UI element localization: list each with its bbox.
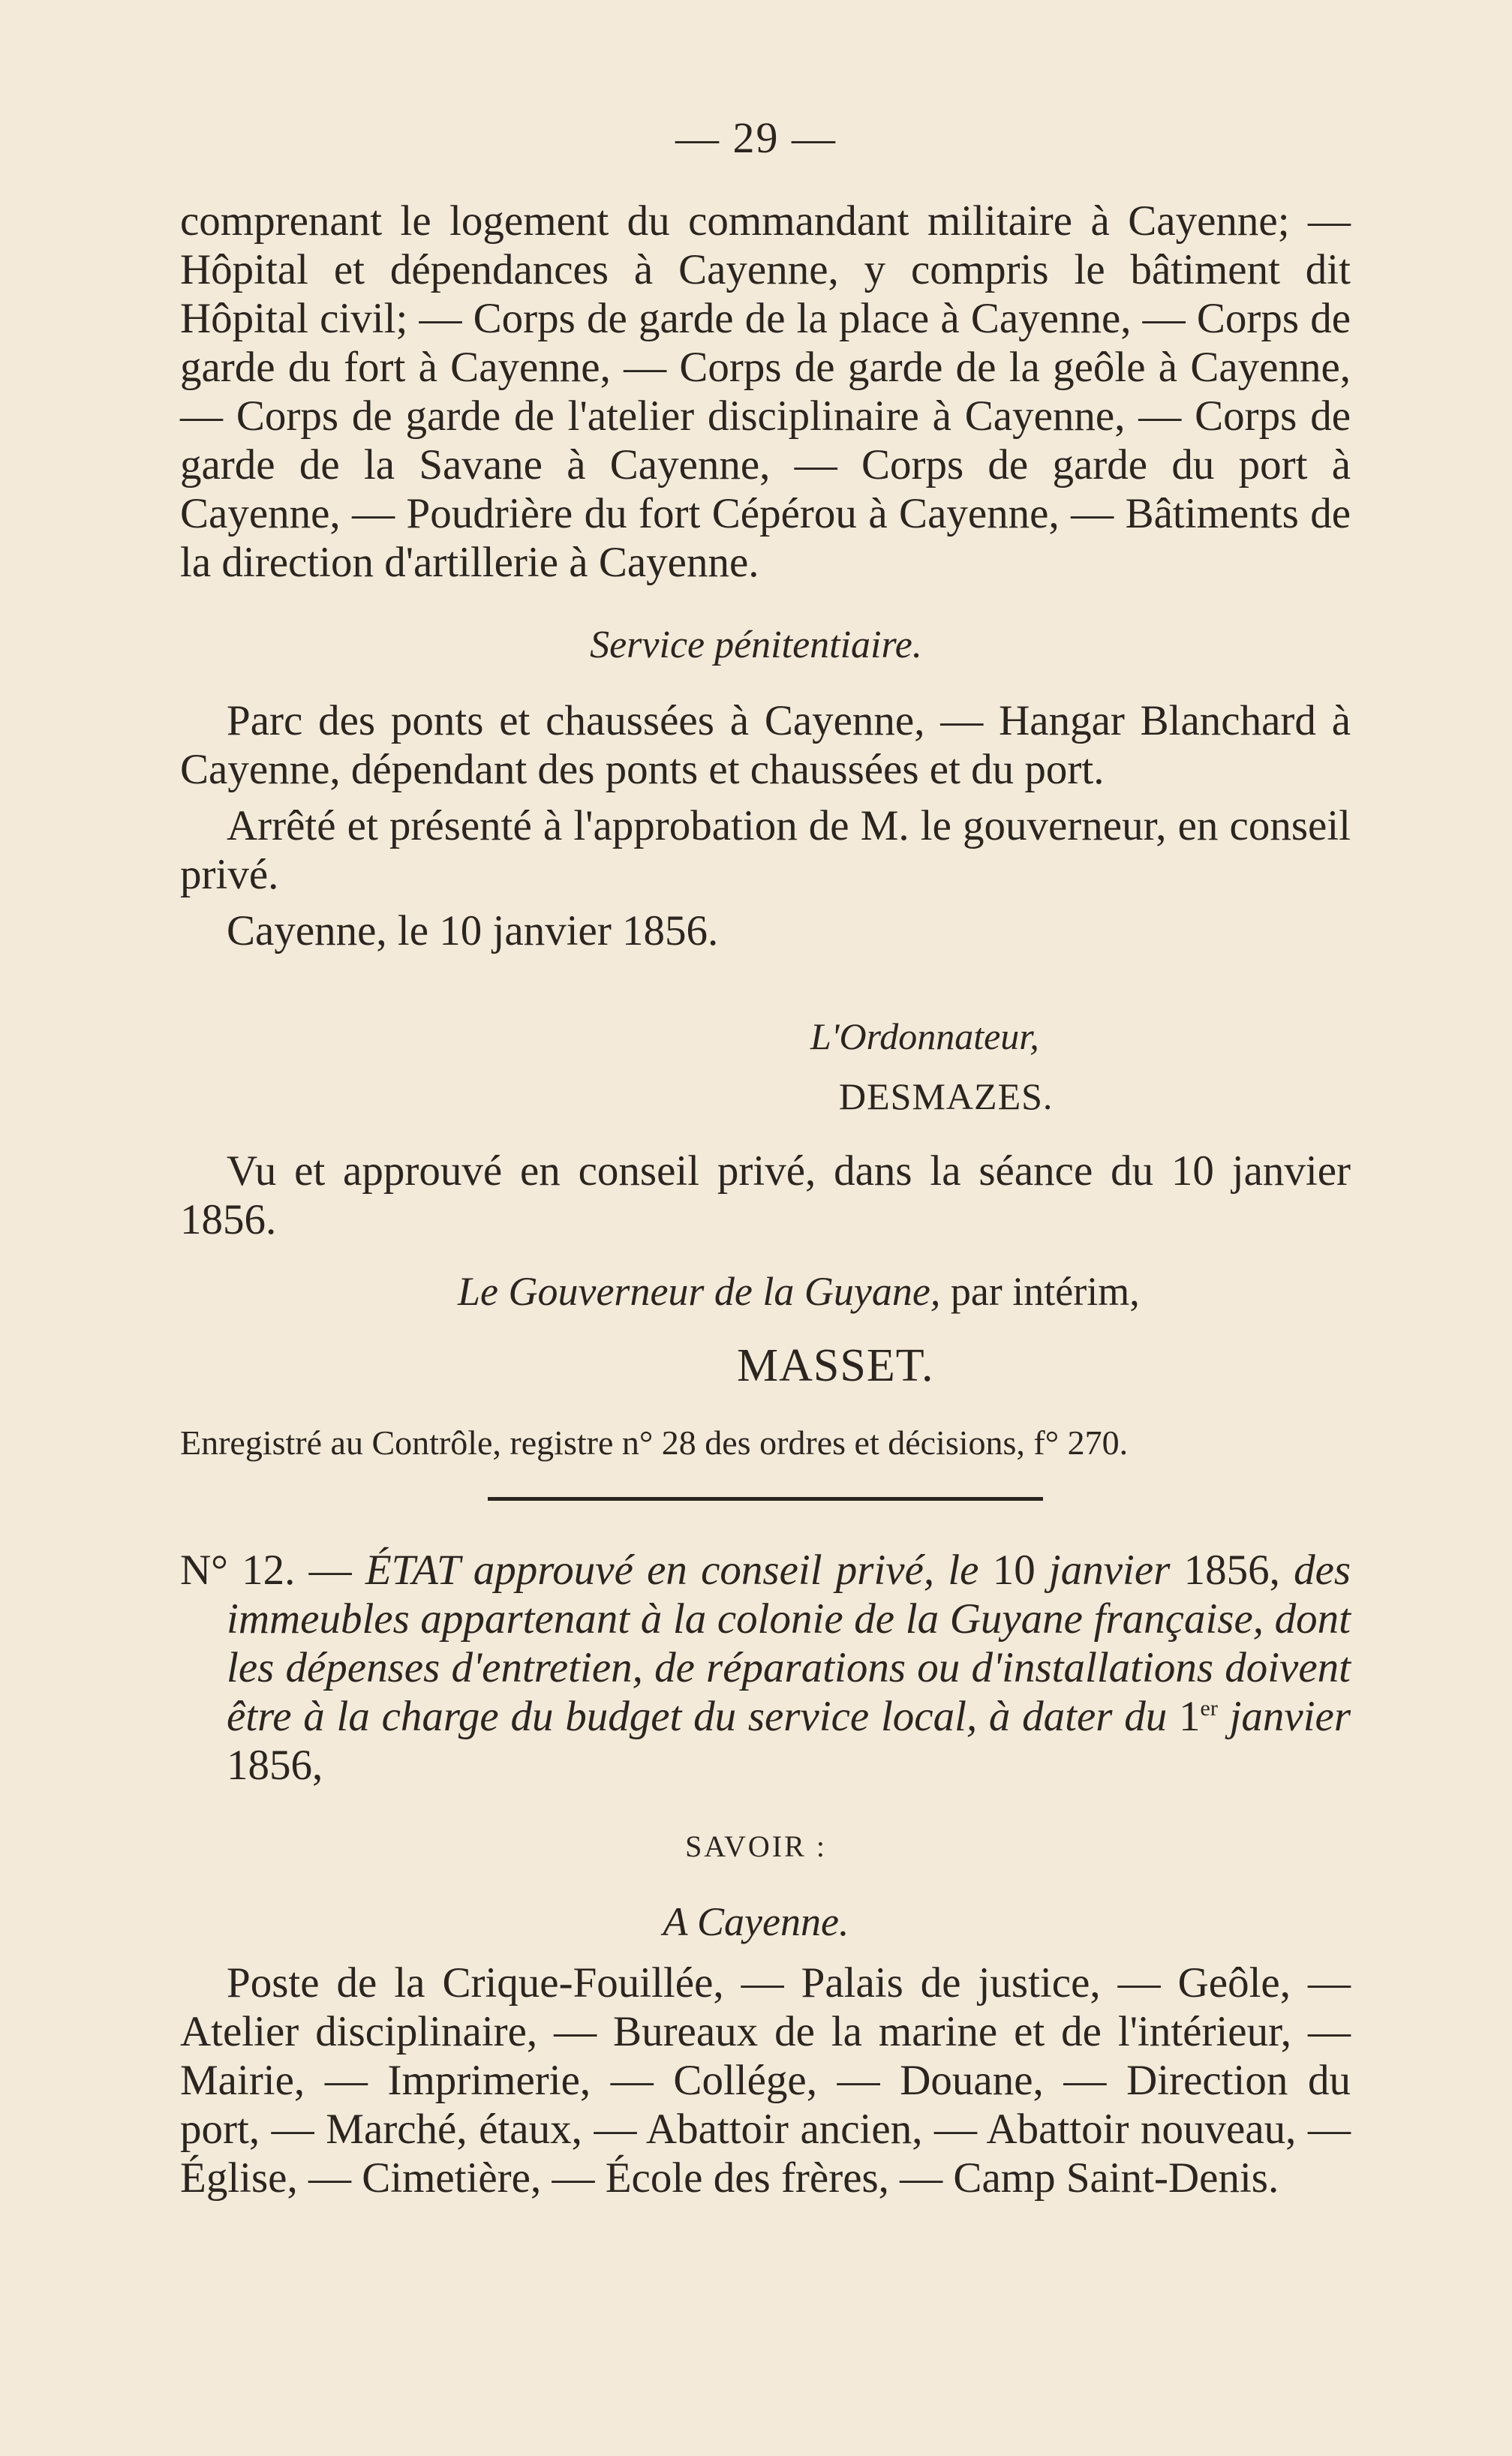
page-number: — 29 —: [675, 113, 837, 162]
signature-gouverneur-title: Le Gouverneur de la Guyane,: [458, 1269, 941, 1314]
item-text-2: janvier: [1048, 1547, 1171, 1594]
item-sup: er: [1200, 1696, 1218, 1721]
signature-gouverneur-suffix: par intérim,: [950, 1269, 1140, 1314]
item-year: 1856,: [227, 1742, 323, 1789]
heading-a-cayenne: A Cayenne.: [663, 1899, 849, 1944]
paragraph-cayenne-buildings: Poste de la Crique-Fouillée, — Palais de justice, — Geôle, — Atelier disciplinaire, — Bureaux de la marine et de l'intérieur, — Mairie, — Imprimerie, — Collége, — Douane, — Direction du port, — Marché, étaux, — Abattoir ancien, — Abattoir nouveau, — Église, — Cimetière, — École des frères, — Camp Saint-Denis.: [180, 1959, 1351, 2202]
savoir-label: SAVOIR :: [685, 1829, 827, 1863]
section-divider: [488, 1497, 1043, 1501]
item-12-paragraph: [180, 1546, 1351, 1790]
text-block-middle: [180, 696, 1351, 955]
signature-gouverneur-name: MASSET.: [737, 1340, 934, 1391]
item-text-4: janvier: [1229, 1693, 1351, 1740]
signature-ordonnateur-name: DESMAZES.: [839, 1075, 1054, 1117]
item-date-2: 1856,: [1183, 1547, 1280, 1594]
text-block-item-12: [180, 1546, 1351, 1790]
paragraph-date: Cayenne, le 10 janvier 1856.: [227, 907, 719, 954]
item-number: N° 12.: [180, 1547, 296, 1594]
item-dash: —: [308, 1547, 352, 1594]
paragraph-parc: Parc des ponts et chaussées à Cayenne, — Hangar Blanchard à Cayenne, dépendant des ponts et chaussées et du port.: [180, 697, 1351, 793]
registration-note: Enregistré au Contrôle, registre n° 28 des ordres et décisions, f° 270.: [180, 1423, 1129, 1462]
item-text-3: des immeubles appartenant à la colonie de la Guyane française, dont les dépenses d'entretien, de réparations ou d'installations doivent être à la charge du budget du service local, à dater du: [227, 1547, 1351, 1740]
item-text-1: ÉTAT approuvé en conseil privé, le: [365, 1547, 979, 1594]
signature-ordonnateur-title: L'Ordonnateur,: [810, 1015, 1039, 1057]
heading-service-penitentiaire: Service pénitentiaire.: [590, 624, 922, 666]
item-date-1: 10: [992, 1547, 1036, 1594]
text-block-approval: [180, 1147, 1351, 1244]
paragraph-approval: Vu et approuvé en conseil privé, dans la séance du 10 janvier 1856.: [180, 1147, 1351, 1243]
signature-gouverneur-line: [458, 1268, 1140, 1315]
text-block-top: [180, 197, 1351, 587]
paragraph-arrete: Arrêté et présenté à l'approbation de M. le gouverneur, en conseil privé.: [180, 802, 1351, 898]
text-block-bottom: [180, 1958, 1351, 2202]
paragraph-buildings-list: comprenant le logement du commandant militaire à Cayenne; — Hôpital et dépendances à Cayenne, y compris le bâtiment dit Hôpital civil; — Corps de garde de la place à Cayenne, — Corps de garde du fort à Cayenne, — Corps de garde de la geôle à Cayenne, — Corps de garde de l'atelier disciplinaire à Cayenne, — Corps de garde de la Savane à Cayenne, — Corps de garde du port à Cayenne, — Poudrière du fort Cépérou à Cayenne, — Bâtiments de la direction d'artillerie à Cayenne.: [180, 197, 1351, 586]
item-day: 1: [1179, 1693, 1201, 1740]
